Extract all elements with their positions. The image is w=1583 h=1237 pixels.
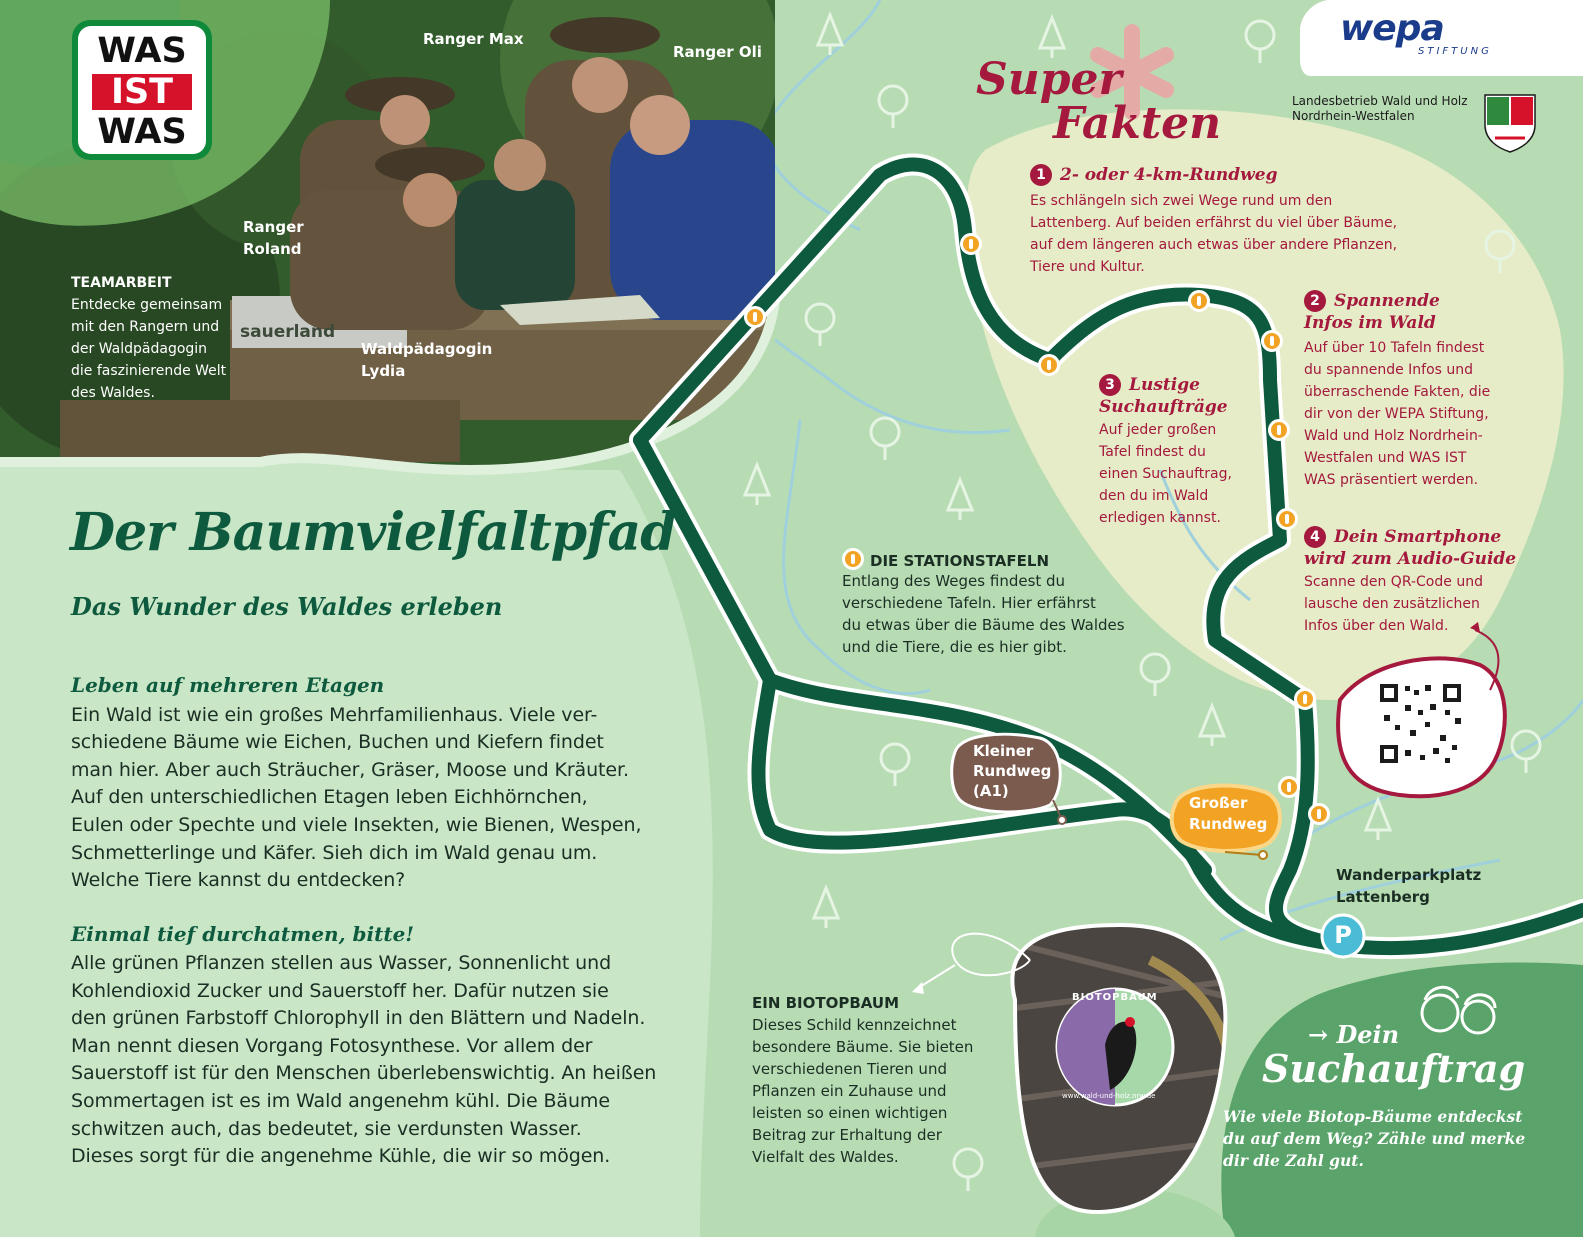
arrow-right-icon: → <box>1308 1020 1337 1049</box>
biotope-sign-top: BIOTOPBAUM <box>1072 992 1158 1003</box>
landesbetrieb-line-1: Landesbetrieb Wald und Holz <box>1292 94 1468 108</box>
section-1-line: Eulen oder Spechte und viele Insekten, wie Bienen, Wespen, <box>71 814 642 836</box>
section-2-line: den grünen Farbstoff Chlorophyll in den Blättern und Nadeln. <box>71 1007 646 1029</box>
info-icon <box>842 548 864 570</box>
was-ist-was-logo <box>72 20 212 160</box>
section-2-line: Sauerstoff ist für den Menschen überlebenswichtig. An heißen <box>71 1062 657 1084</box>
fact-4-title: Dein Smartphone <box>1334 527 1502 547</box>
stations-title: DIE STATIONSTAFELN <box>870 552 1050 570</box>
fact-1-line: Lattenberg. Auf beiden erfährst du viel über Bäume, <box>1030 215 1398 231</box>
big-route-label <box>1189 793 1267 835</box>
station-marker-icon <box>1268 419 1290 441</box>
logo-line-1: WAS <box>97 31 187 71</box>
small-route-line: Rundweg <box>973 762 1052 780</box>
teamwork-line: des Waldes. <box>71 385 155 401</box>
fact-3-heading <box>1099 374 1200 396</box>
fact-1-line: Es schlängeln sich zwei Wege rund um den <box>1030 193 1333 209</box>
section-1-line: Schmetterlinge und Käfer. Sieh dich im Wald genau um. <box>71 842 598 864</box>
label-ranger-roland-1: Ranger <box>243 218 304 236</box>
station-marker-icon <box>1188 290 1210 312</box>
fact-4-line: lausche den zusätzlichen <box>1304 596 1480 612</box>
teamwork-line: mit den Rangern und <box>71 319 220 335</box>
biotope-line: besondere Bäume. Sie bieten <box>752 1038 974 1056</box>
fact-3-title-2: Suchaufträge <box>1099 397 1228 417</box>
section-1-line: Ein Wald ist wie ein großes Mehrfamilienhaus. Viele ver- <box>71 704 598 726</box>
biotope-line: Beitrag zur Erhaltung der <box>752 1126 942 1144</box>
section-2-line: Alle grünen Pflanzen stellen aus Wasser, Sonnenlicht und <box>71 952 612 974</box>
section-2-line: Man nennt diesen Vorgang Fotosynthese. Vor allem der <box>71 1035 593 1057</box>
parking-label-1: Wanderparkplatz <box>1336 866 1482 884</box>
page-subtitle: Das Wunder des Waldes erleben <box>71 592 503 621</box>
parking-label-2: Lattenberg <box>1336 888 1430 906</box>
fact-3-line: erledigen kannst. <box>1099 510 1221 526</box>
fact-2-line: Westfalen und WAS IST <box>1304 450 1467 466</box>
fact-3-line: Auf jeder großen <box>1099 422 1217 438</box>
fact-2-line: überraschende Fakten, die <box>1304 384 1491 400</box>
section-2-title: Einmal tief durchatmen, bitte! <box>71 922 415 946</box>
label-ranger-oli: Ranger Oli <box>673 43 762 61</box>
fact-1-number: 1 <box>1030 164 1052 186</box>
page-title: Der Baumvielfaltpfad <box>70 502 676 563</box>
wepa-logo: wepa <box>1340 8 1444 49</box>
task-text <box>1223 1106 1525 1172</box>
fact-3-line: Tafel findest du <box>1099 444 1206 460</box>
task-line: du auf dem Weg? Zähle und merke <box>1223 1129 1526 1148</box>
section-1-title: Leben auf mehreren Etagen <box>71 673 385 697</box>
fact-4-heading <box>1304 526 1501 548</box>
task-line: dir die Zahl gut. <box>1223 1151 1364 1170</box>
section-1-line: Welche Tiere kannst du entdecken? <box>71 869 406 891</box>
wepa-stiftung: STIFTUNG <box>1418 46 1492 57</box>
section-1-line: Auf den unterschiedlichen Etagen leben Eichhörnchen, <box>71 786 588 808</box>
biotope-line: Dieses Schild kennzeichnet <box>752 1016 957 1034</box>
section-1-line: man hier. Aber auch Sträucher, Gräser, Moose und Kräuter. <box>71 759 629 781</box>
biotope-sign-bottom: www.wald-und-holz.nrw.de <box>1062 1092 1156 1100</box>
station-marker-icon <box>1294 688 1316 710</box>
station-marker-icon <box>960 233 982 255</box>
landesbetrieb-line-2: Nordrhein-Westfalen <box>1292 109 1415 123</box>
fact-1-heading <box>1030 164 1278 186</box>
task-title: Suchauftrag <box>1262 1046 1526 1091</box>
fact-3-line: den du im Wald <box>1099 488 1209 504</box>
fact-2-title: Spannende <box>1334 291 1440 311</box>
parking-icon: P <box>1334 921 1352 949</box>
biotope-line: Vielfalt des Waldes. <box>752 1148 899 1166</box>
fact-2-line: WAS präsentiert werden. <box>1304 472 1479 488</box>
task-arrow-label <box>1308 1020 1399 1049</box>
fact-2-line: Auf über 10 Tafeln findest <box>1304 340 1485 356</box>
logo-line-3: WAS <box>97 112 187 152</box>
fact-2-line: Wald und Holz Nordrhein- <box>1304 428 1483 444</box>
stations-line: und die Tiere, die es hier gibt. <box>842 638 1067 656</box>
big-route-line: Rundweg <box>1189 815 1268 833</box>
teamwork-line: der Waldpädagogin <box>71 341 208 357</box>
task-arrow-text: Dein <box>1336 1020 1400 1049</box>
label-ranger-max: Ranger Max <box>423 30 524 48</box>
fact-4-title-2: wird zum Audio-Guide <box>1304 549 1517 569</box>
fact-1-line: Tiere und Kultur. <box>1030 259 1145 275</box>
section-2-line: Sommertagen ist es im Wald angenehm kühl. Die Bäume <box>71 1090 610 1112</box>
fact-2-title-2: Infos im Wald <box>1304 313 1436 333</box>
fact-2-heading <box>1304 290 1440 312</box>
logo-line-2: IST <box>92 74 192 110</box>
super-facts-title-2: Fakten <box>1053 98 1222 149</box>
stations-line: du etwas über die Bäume des Waldes <box>842 616 1125 634</box>
station-marker-icon <box>1278 776 1300 798</box>
fact-1-line: auf dem längeren auch etwas über andere Pflanzen, <box>1030 237 1398 253</box>
biotope-title: EIN BIOTOPBAUM <box>752 994 900 1012</box>
stations-heading <box>842 548 1049 572</box>
label-lydia-1: Waldpädagogin <box>361 340 493 358</box>
stations-line: verschiedene Tafeln. Hier erfährst <box>842 594 1096 612</box>
teamwork-line: die faszinierende Welt <box>71 363 227 379</box>
fact-1-title: 2- oder 4-km-Rundweg <box>1060 165 1278 185</box>
small-route-line: Kleiner <box>973 742 1034 760</box>
fact-4-line: Infos über den Wald. <box>1304 618 1449 634</box>
section-1-line: schiedene Bäume wie Eichen, Buchen und Kiefern findet <box>71 731 604 753</box>
sign-sauerland: sauerland <box>240 322 336 342</box>
biotope-line: verschiedenen Tieren und <box>752 1060 947 1078</box>
label-ranger-roland-2: Roland <box>243 240 302 258</box>
fact-3-number: 3 <box>1099 374 1121 396</box>
fact-3-title: Lustige <box>1129 375 1200 395</box>
station-marker-icon <box>1276 508 1298 530</box>
fact-3-line: einen Suchauftrag, <box>1099 466 1232 482</box>
biotope-line: leisten so einen wichtigen <box>752 1104 948 1122</box>
big-route-line: Großer <box>1189 794 1248 812</box>
fact-2-line: du spannende Infos und <box>1304 362 1474 378</box>
section-2-line: Dieses sorgt für die angenehme Kühle, die wir so mögen. <box>71 1145 611 1167</box>
teamwork-line: Entdecke gemeinsam <box>71 297 223 313</box>
label-lydia-2: Lydia <box>361 362 406 380</box>
biotope-line: Pflanzen ein Zuhause und <box>752 1082 947 1100</box>
small-route-label <box>973 741 1051 801</box>
station-marker-icon <box>1261 330 1283 352</box>
station-marker-icon <box>744 306 766 328</box>
task-line: Wie viele Biotop-Bäume entdeckst <box>1223 1107 1523 1126</box>
section-2-line: schwitzen auch, das bedeutet, sie verdunsten Wasser. <box>71 1118 582 1140</box>
small-route-line: (A1) <box>973 782 1009 800</box>
section-2-line: Kohlendioxid Zucker und Sauerstoff her. Dafür nutzen sie <box>71 980 609 1002</box>
fact-4-number: 4 <box>1304 526 1326 548</box>
fact-4-line: Scanne den QR-Code und <box>1304 574 1483 590</box>
fact-2-line: dir von der WEPA Stiftung, <box>1304 406 1489 422</box>
station-marker-icon <box>1038 354 1060 376</box>
stations-line: Entlang des Weges findest du <box>842 572 1066 590</box>
super-facts-title-1: Super <box>976 54 1122 105</box>
station-marker-icon <box>1308 803 1330 825</box>
fact-2-number: 2 <box>1304 290 1326 312</box>
teamwork-title: TEAMARBEIT <box>71 275 172 291</box>
